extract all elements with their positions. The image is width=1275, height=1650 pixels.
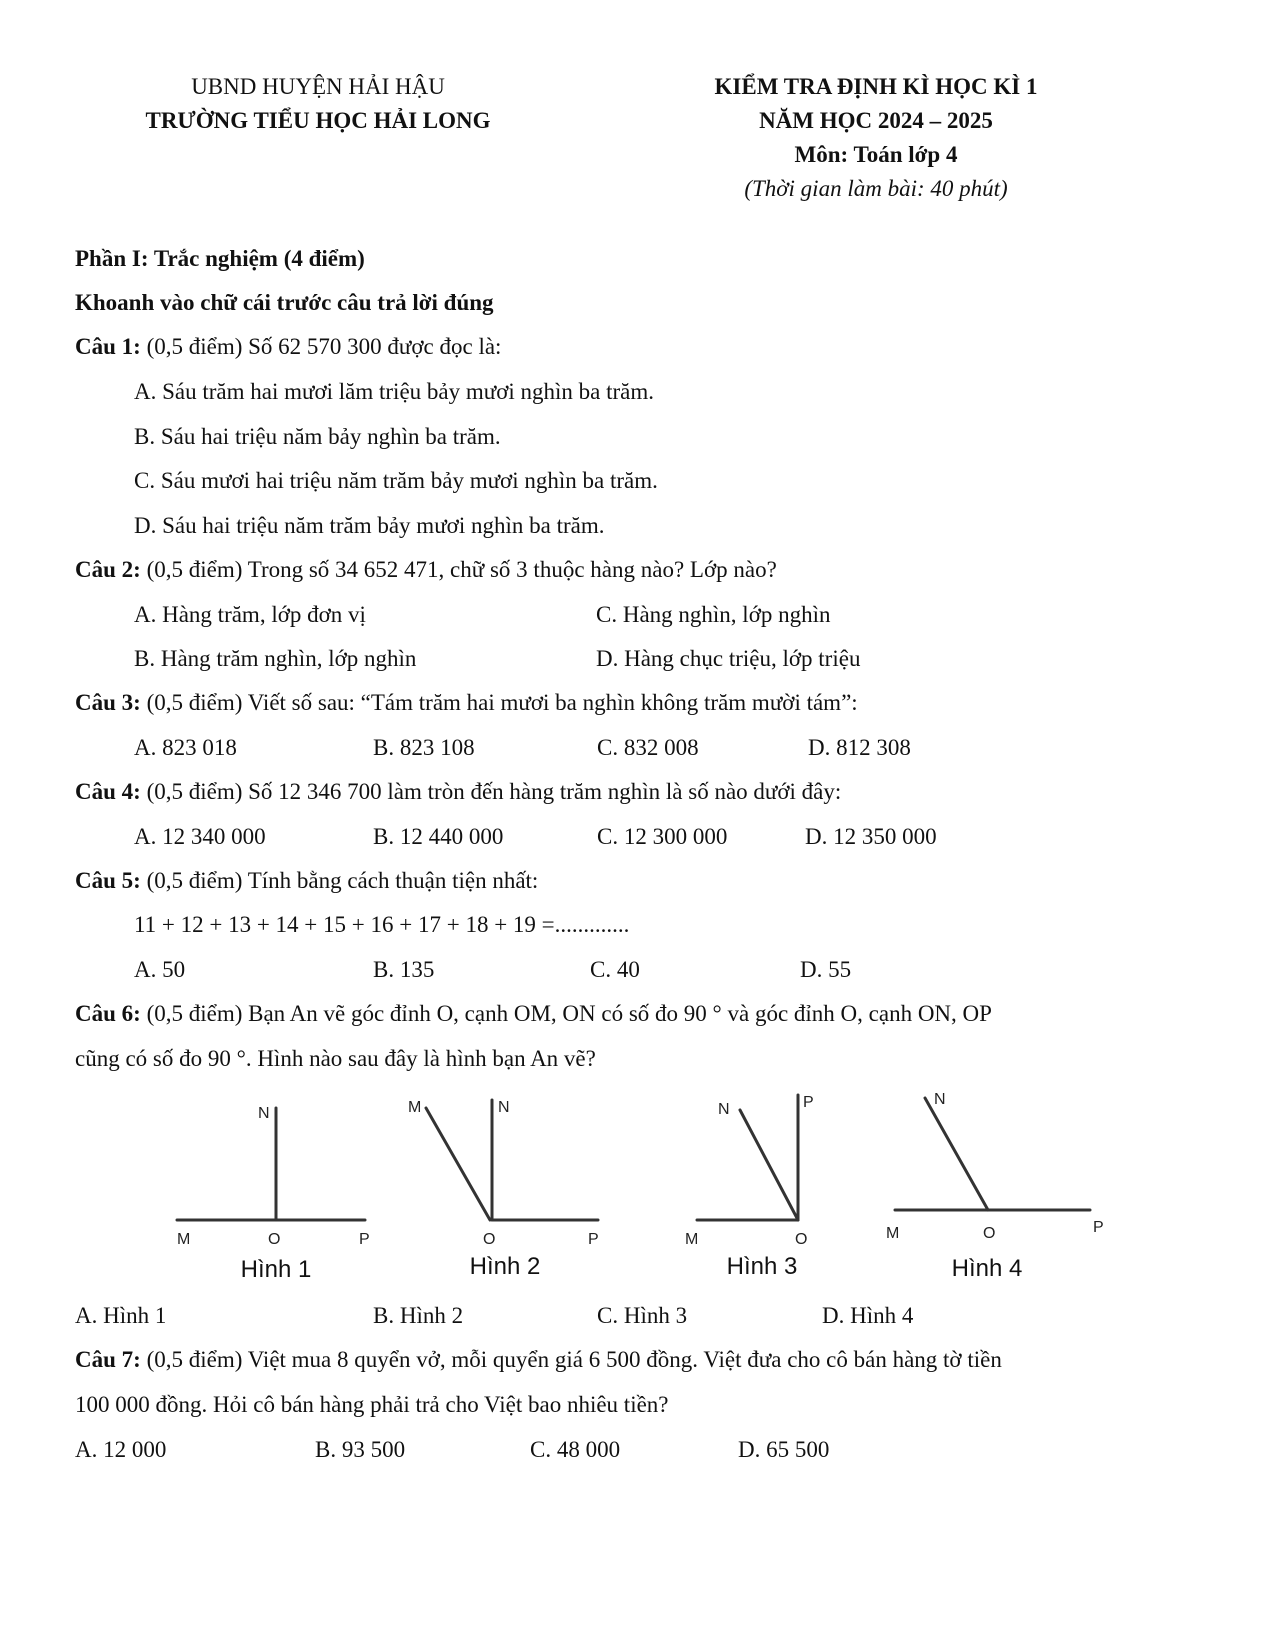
- section-instruction: Khoanh vào chữ cái trước câu trả lời đúng: [75, 290, 494, 315]
- header-district: UBND HUYỆN HẢI HẬU: [191, 74, 445, 99]
- question-label: Câu 2:: [75, 557, 141, 582]
- figure-1-lines: [177, 1108, 365, 1220]
- q1-option-b[interactable]: B. Sáu hai triệu năm bảy nghìn ba trăm.: [134, 424, 501, 449]
- q3-option-b[interactable]: B. 823 108: [373, 735, 475, 760]
- figure-3-caption: Hình 3: [726, 1253, 798, 1280]
- header-exam-title: KIỂM TRA ĐỊNH KÌ HỌC KÌ 1: [714, 74, 1038, 99]
- q1-option-d[interactable]: D. Sáu hai triệu năm trăm bảy mươi nghìn ba trăm.: [134, 513, 605, 538]
- q7-option-a[interactable]: A. 12 000: [75, 1437, 167, 1462]
- question-6-line2: cũng có số đo 90 °. Hình nào sau đây là hình bạn An vẽ?: [75, 1046, 596, 1071]
- figure-4-lines: [895, 1098, 1090, 1210]
- fig4-point-n: N: [934, 1091, 946, 1108]
- figure-4-caption: Hình 4: [951, 1255, 1023, 1282]
- q5-option-d[interactable]: D. 55: [800, 957, 852, 982]
- q5-option-c[interactable]: C. 40: [590, 957, 640, 982]
- q3-option-d[interactable]: D. 812 308: [808, 735, 911, 760]
- fig4-point-m: M: [886, 1225, 900, 1242]
- question-3: [75, 690, 858, 716]
- question-text: (0,5 điểm) Viết số sau: “Tám trăm hai mươi ba nghìn không trăm mười tám”:: [146, 690, 858, 715]
- q4-option-b[interactable]: B. 12 440 000: [373, 824, 504, 849]
- question-5: [75, 868, 538, 894]
- q4-option-a[interactable]: A. 12 340 000: [134, 824, 266, 849]
- q1-option-c[interactable]: C. Sáu mươi hai triệu năm trăm bảy mươi nghìn ba trăm.: [134, 468, 658, 493]
- fig3-point-o: O: [795, 1231, 808, 1248]
- q4-option-c[interactable]: C. 12 300 000: [597, 824, 728, 849]
- question-label: Câu 1:: [75, 334, 141, 359]
- q5-expression: 11 + 12 + 13 + 14 + 15 + 16 + 17 + 18 + 19 =.............: [134, 912, 630, 937]
- q4-option-d[interactable]: D. 12 350 000: [805, 824, 937, 849]
- fig1-point-p: P: [359, 1231, 370, 1248]
- fig2-point-m: M: [408, 1099, 422, 1116]
- fig1-point-m: M: [177, 1231, 191, 1248]
- question-text: (0,5 điểm) Số 62 570 300 được đọc là:: [146, 334, 502, 359]
- q2-option-b[interactable]: B. Hàng trăm nghìn, lớp nghìn: [134, 646, 417, 671]
- question-4: [75, 779, 841, 805]
- fig2-point-n: N: [498, 1099, 510, 1116]
- question-label: Câu 6:: [75, 1001, 141, 1026]
- question-6: [75, 1001, 992, 1027]
- q7-option-d[interactable]: D. 65 500: [738, 1437, 830, 1462]
- question-1: [75, 334, 501, 360]
- header-school-year: NĂM HỌC 2024 – 2025: [759, 108, 993, 133]
- figure-2-caption: Hình 2: [469, 1253, 541, 1280]
- question-label: Câu 3:: [75, 690, 141, 715]
- q7-option-b[interactable]: B. 93 500: [315, 1437, 406, 1462]
- fig2-point-o: O: [483, 1231, 496, 1248]
- figure-1-caption: Hình 1: [240, 1256, 312, 1283]
- question-label: Câu 7:: [75, 1347, 141, 1372]
- question-text: (0,5 điểm) Việt mua 8 quyển vở, mỗi quyển giá 6 500 đồng. Việt đưa cho cô bán hàng tờ tiền: [146, 1347, 1002, 1372]
- q2-option-d[interactable]: D. Hàng chục triệu, lớp triệu: [596, 646, 861, 671]
- q6-option-c[interactable]: C. Hình 3: [597, 1303, 688, 1328]
- fig1-point-o: O: [268, 1231, 281, 1248]
- section-title: Phần I: Trắc nghiệm (4 điểm): [75, 246, 365, 271]
- q5-option-b[interactable]: B. 135: [373, 957, 435, 982]
- fig3-point-m: M: [685, 1231, 699, 1248]
- q3-option-a[interactable]: A. 823 018: [134, 735, 237, 760]
- header-subject: Môn: Toán lớp 4: [794, 142, 958, 167]
- fig4-point-p: P: [1093, 1219, 1104, 1236]
- q5-option-a[interactable]: A. 50: [134, 957, 186, 982]
- fig1-point-n: N: [258, 1105, 270, 1122]
- fig2-point-p: P: [588, 1231, 599, 1248]
- q2-option-a[interactable]: A. Hàng trăm, lớp đơn vị: [134, 602, 366, 627]
- figure-2-lines: [426, 1100, 598, 1220]
- fig3-point-p: P: [803, 1094, 814, 1111]
- q3-option-c[interactable]: C. 832 008: [597, 735, 699, 760]
- q2-option-c[interactable]: C. Hàng nghìn, lớp nghìn: [596, 602, 831, 627]
- question-label: Câu 4:: [75, 779, 141, 804]
- q7-option-c[interactable]: C. 48 000: [530, 1437, 621, 1462]
- header-school: TRƯỜNG TIỂU HỌC HẢI LONG: [145, 108, 491, 133]
- header-duration: (Thời gian làm bài: 40 phút): [744, 176, 1008, 201]
- question-text: (0,5 điểm) Tính bằng cách thuận tiện nhất:: [146, 868, 539, 893]
- q6-option-a[interactable]: A. Hình 1: [75, 1303, 167, 1328]
- figure-3-lines: [697, 1095, 798, 1220]
- q6-option-d[interactable]: D. Hình 4: [822, 1303, 914, 1328]
- question-label: Câu 5:: [75, 868, 141, 893]
- question-text: (0,5 điểm) Số 12 346 700 làm tròn đến hàng trăm nghìn là số nào dưới đây:: [146, 779, 842, 804]
- question-7-line2: 100 000 đồng. Hỏi cô bán hàng phải trả cho Việt bao nhiêu tiền?: [75, 1392, 669, 1417]
- question-7: [75, 1347, 1002, 1373]
- fig4-point-o: O: [983, 1225, 996, 1242]
- question-text: (0,5 điểm) Trong số 34 652 471, chữ số 3 thuộc hàng nào? Lớp nào?: [146, 557, 777, 582]
- q1-option-a[interactable]: A. Sáu trăm hai mươi lăm triệu bảy mươi nghìn ba trăm.: [134, 379, 655, 404]
- question-2: [75, 557, 777, 583]
- q6-option-b[interactable]: B. Hình 2: [373, 1303, 464, 1328]
- fig3-point-n: N: [718, 1101, 730, 1118]
- question-text: (0,5 điểm) Bạn An vẽ góc đỉnh O, cạnh OM, ON có số đo 90 ° và góc đỉnh O, cạnh ON, OP: [146, 1001, 992, 1026]
